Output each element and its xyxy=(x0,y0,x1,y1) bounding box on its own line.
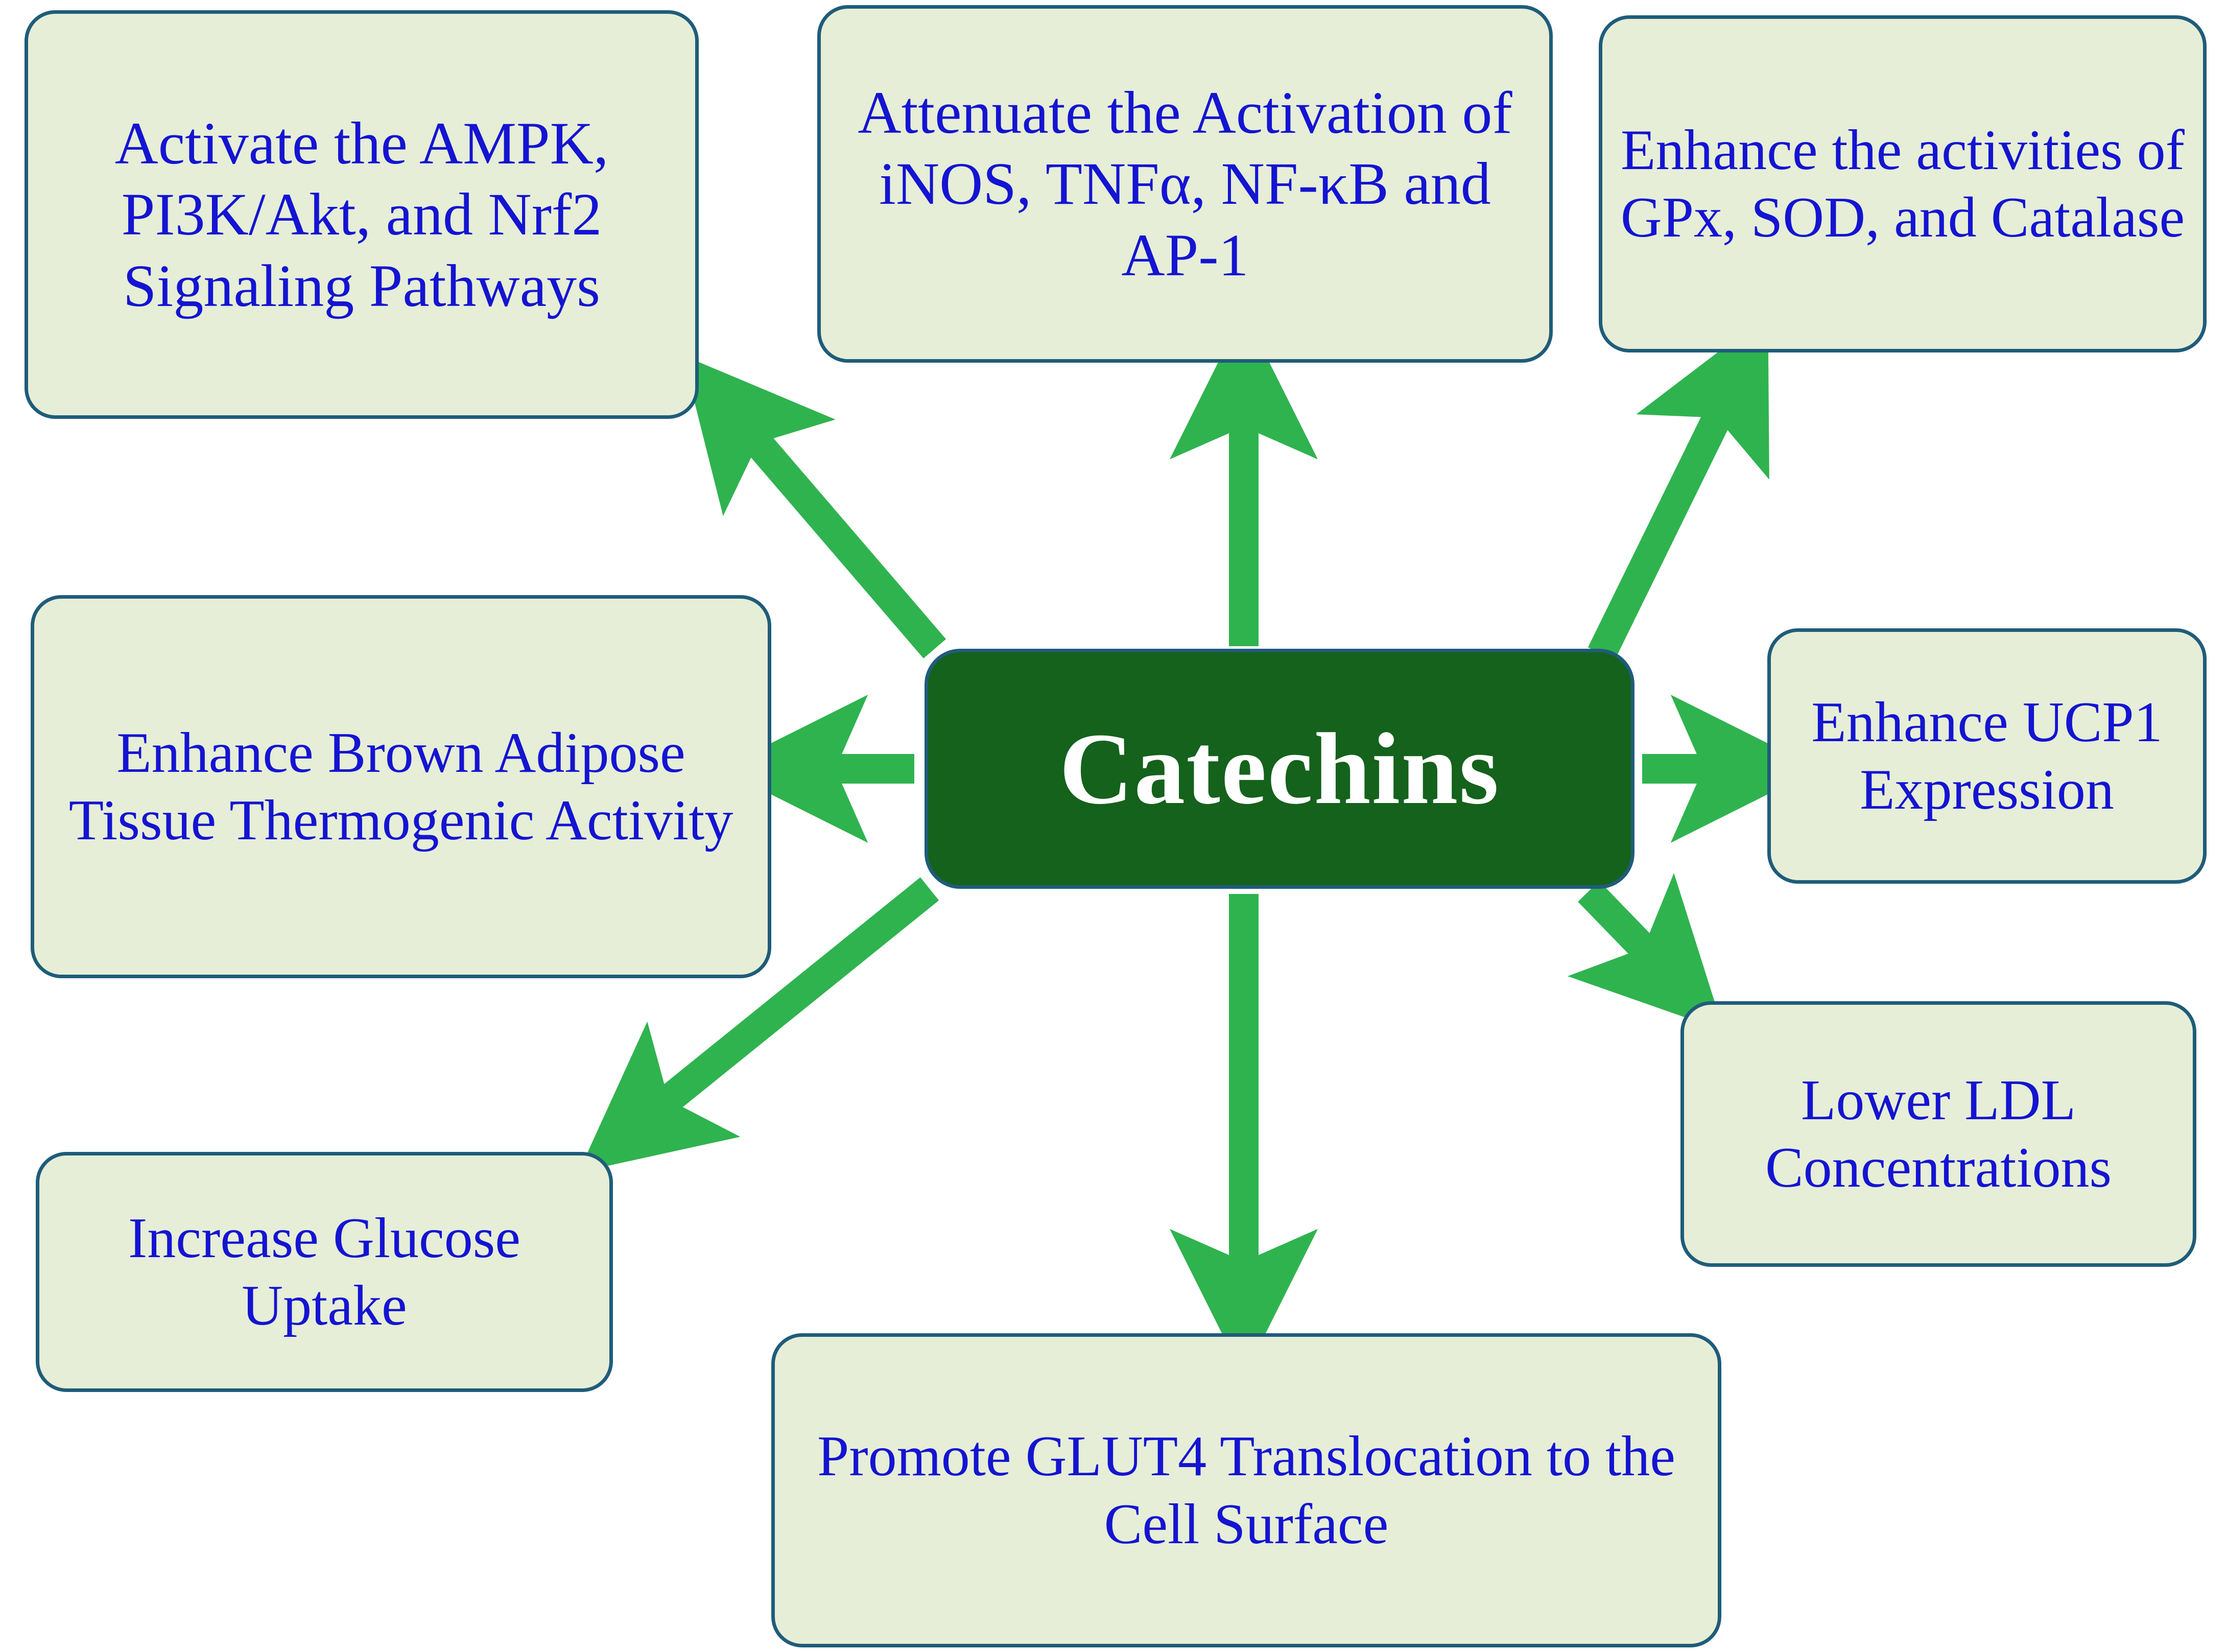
node-ucp1 xyxy=(1767,628,2207,884)
node-ampk xyxy=(25,10,699,419)
node-ucp1-label: Enhance UCP1 Expression xyxy=(1811,690,2163,821)
node-glut4 xyxy=(771,1333,1721,1647)
node-ampk-label: Activate the AMPK, PI3K/Akt, and Nrf2 Signaling Pathways xyxy=(114,110,609,319)
arrow-to-ldl xyxy=(1589,891,1670,976)
node-gpx-label: Enhance the activities of GPx, SOD, and Catalase xyxy=(1620,118,2185,249)
node-ldl-label: Lower LDL Concentrations xyxy=(1765,1068,2112,1199)
node-glucose-label: Increase Glucose Uptake xyxy=(128,1206,521,1337)
arrow-to-gpx xyxy=(1601,383,1734,654)
center-node-catechins xyxy=(925,649,1634,889)
node-bat xyxy=(31,595,771,978)
node-inos xyxy=(817,5,1553,363)
node-glut4-label: Promote GLUT4 Translocation to the Cell Surface xyxy=(817,1425,1675,1556)
node-gpx xyxy=(1599,15,2207,352)
node-glucose xyxy=(36,1152,613,1392)
node-ldl xyxy=(1680,1001,2196,1267)
node-bat-label: Enhance Brown Adipose Tissue Thermogenic Activity xyxy=(68,721,733,852)
center-node-label: Catechins xyxy=(1059,712,1500,825)
node-inos-label: Attenuate the Activation of iNOS, TNFα, NF-κB and AP-1 xyxy=(858,79,1512,289)
